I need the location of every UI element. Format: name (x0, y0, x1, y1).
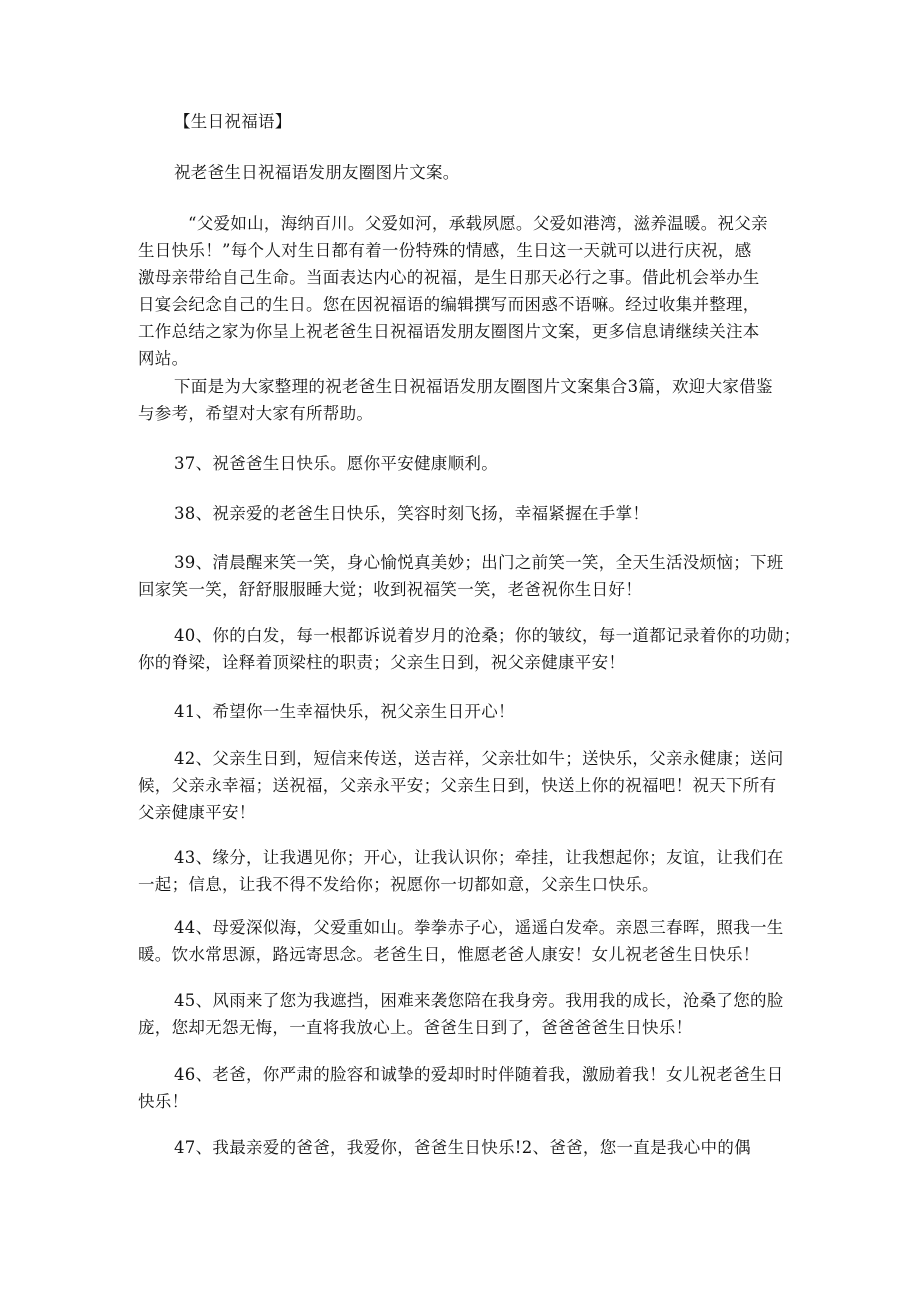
list-item (138, 844, 794, 898)
item-line: 回家笑一笑，舒舒服服睡大觉；收到祝福笑一笑，老爸祝你生日好！ (138, 580, 642, 599)
item-line: 39、清晨醒来笑一笑，身心愉悦真美妙；出门之前笑一笑，全天生活没烦恼；下班 (174, 553, 784, 572)
intro-line: 工作总结之家为你呈上祝老爸生日祝福语发朋友圈图片文案，更多信息请继续关注本 (138, 322, 760, 341)
list-item (138, 914, 794, 968)
intro-line: 生日快乐！”每个人对生日都有着一份特殊的情感，生日这一天就可以进行庆祝，感 (138, 241, 752, 260)
item-line: 一起；信息，让我不得不发给你；祝愿你一切都如意，父亲生口快乐。 (138, 875, 659, 894)
list-item (138, 745, 794, 826)
item-line: 快乐！ (138, 1092, 189, 1111)
item-line: 37、祝爸爸生日快乐。愿你平安健康顺利。 (174, 454, 498, 473)
list-item (138, 987, 794, 1041)
list-item (174, 1134, 794, 1161)
intro-line: “父爱如山，海纳百川。父爱如河，承载夙愿。父爱如港湾，滋养温暖。祝父亲 (188, 214, 768, 233)
item-line: 47、我最亲爱的爸爸，我爱你，爸爸生日快乐!2、爸爸，您一直是我心中的偶 (174, 1138, 751, 1157)
intro-line: 激母亲带给自己生命。当面表达内心的祝福，是生日那天必行之事。借此机会举办生 (138, 268, 760, 287)
item-line: 40、你的白发，每一根都诉说着岁月的沧桑；你的皱纹，每一道都记录着你的功勋； (174, 626, 801, 645)
intro-line: 网站。 (138, 349, 189, 368)
list-item (174, 450, 794, 477)
item-line: 38、祝亲爱的老爸生日快乐，笑容时刻飞扬，幸福紧握在手掌！ (174, 504, 650, 523)
item-line: 41、希望你一生幸福快乐，祝父亲生日开心！ (174, 702, 515, 721)
list-item (138, 549, 794, 603)
list-item (138, 1061, 794, 1115)
summary-line: 下面是为大家整理的祝老爸生日祝福语发朋友圈图片文案集合3篇，欢迎大家借鉴 (174, 377, 773, 396)
summary-paragraph (138, 373, 794, 427)
intro-paragraph (138, 210, 794, 372)
list-item (174, 698, 794, 725)
item-line: 42、父亲生日到，短信来传送，送吉祥，父亲壮如牛；送快乐，父亲永健康；送问 (174, 749, 784, 768)
item-line: 44、母爱深似海，父爱重如山。拳拳赤子心，遥遥白发牵。亲恩三春晖，照我一生 (174, 918, 784, 937)
item-line: 庞，您却无怨无悔，一直将我放心上。爸爸生日到了，爸爸爸爸生日快乐！ (138, 1018, 693, 1037)
document-subtitle (174, 159, 794, 186)
list-item (138, 622, 801, 676)
item-line: 45、风雨来了您为我遮挡，困难来袭您陪在我身旁。我用我的成长，沧桑了您的脸 (174, 991, 784, 1010)
item-line: 候，父亲永幸福；送祝福，父亲永平安；父亲生日到，快送上你的祝福吧！祝天下所有 (138, 776, 777, 795)
item-line: 父亲健康平安！ (138, 803, 256, 822)
item-line: 暖。饮水常思源，路远寄思念。老爸生日，惟愿老爸人康安！女儿祝老爸生日快乐！ (138, 945, 760, 964)
item-line: 46、老爸，你严肃的脸容和诚挚的爱却时时伴随着我，激励着我！女儿祝老爸生日 (174, 1065, 784, 1084)
subtitle-line: 祝老爸生日祝福语发朋友圈图片文案。 (174, 163, 460, 182)
item-line: 43、缘分，让我遇见你；开心，让我认识你；牵挂，让我想起你；友谊，让我们在 (174, 848, 784, 867)
intro-line: 日宴会纪念自己的生日。您在因祝福语的编辑撰写而困惑不语嘛。经过收集并整理， (138, 295, 760, 314)
item-line: 你的脊梁，诠释着顶梁柱的职责；父亲生日到，祝父亲健康平安！ (138, 653, 626, 672)
summary-line: 与参考，希望对大家有所帮助。 (138, 404, 374, 423)
document-title: 【生日祝福语】 (174, 112, 292, 131)
list-item (174, 500, 794, 527)
